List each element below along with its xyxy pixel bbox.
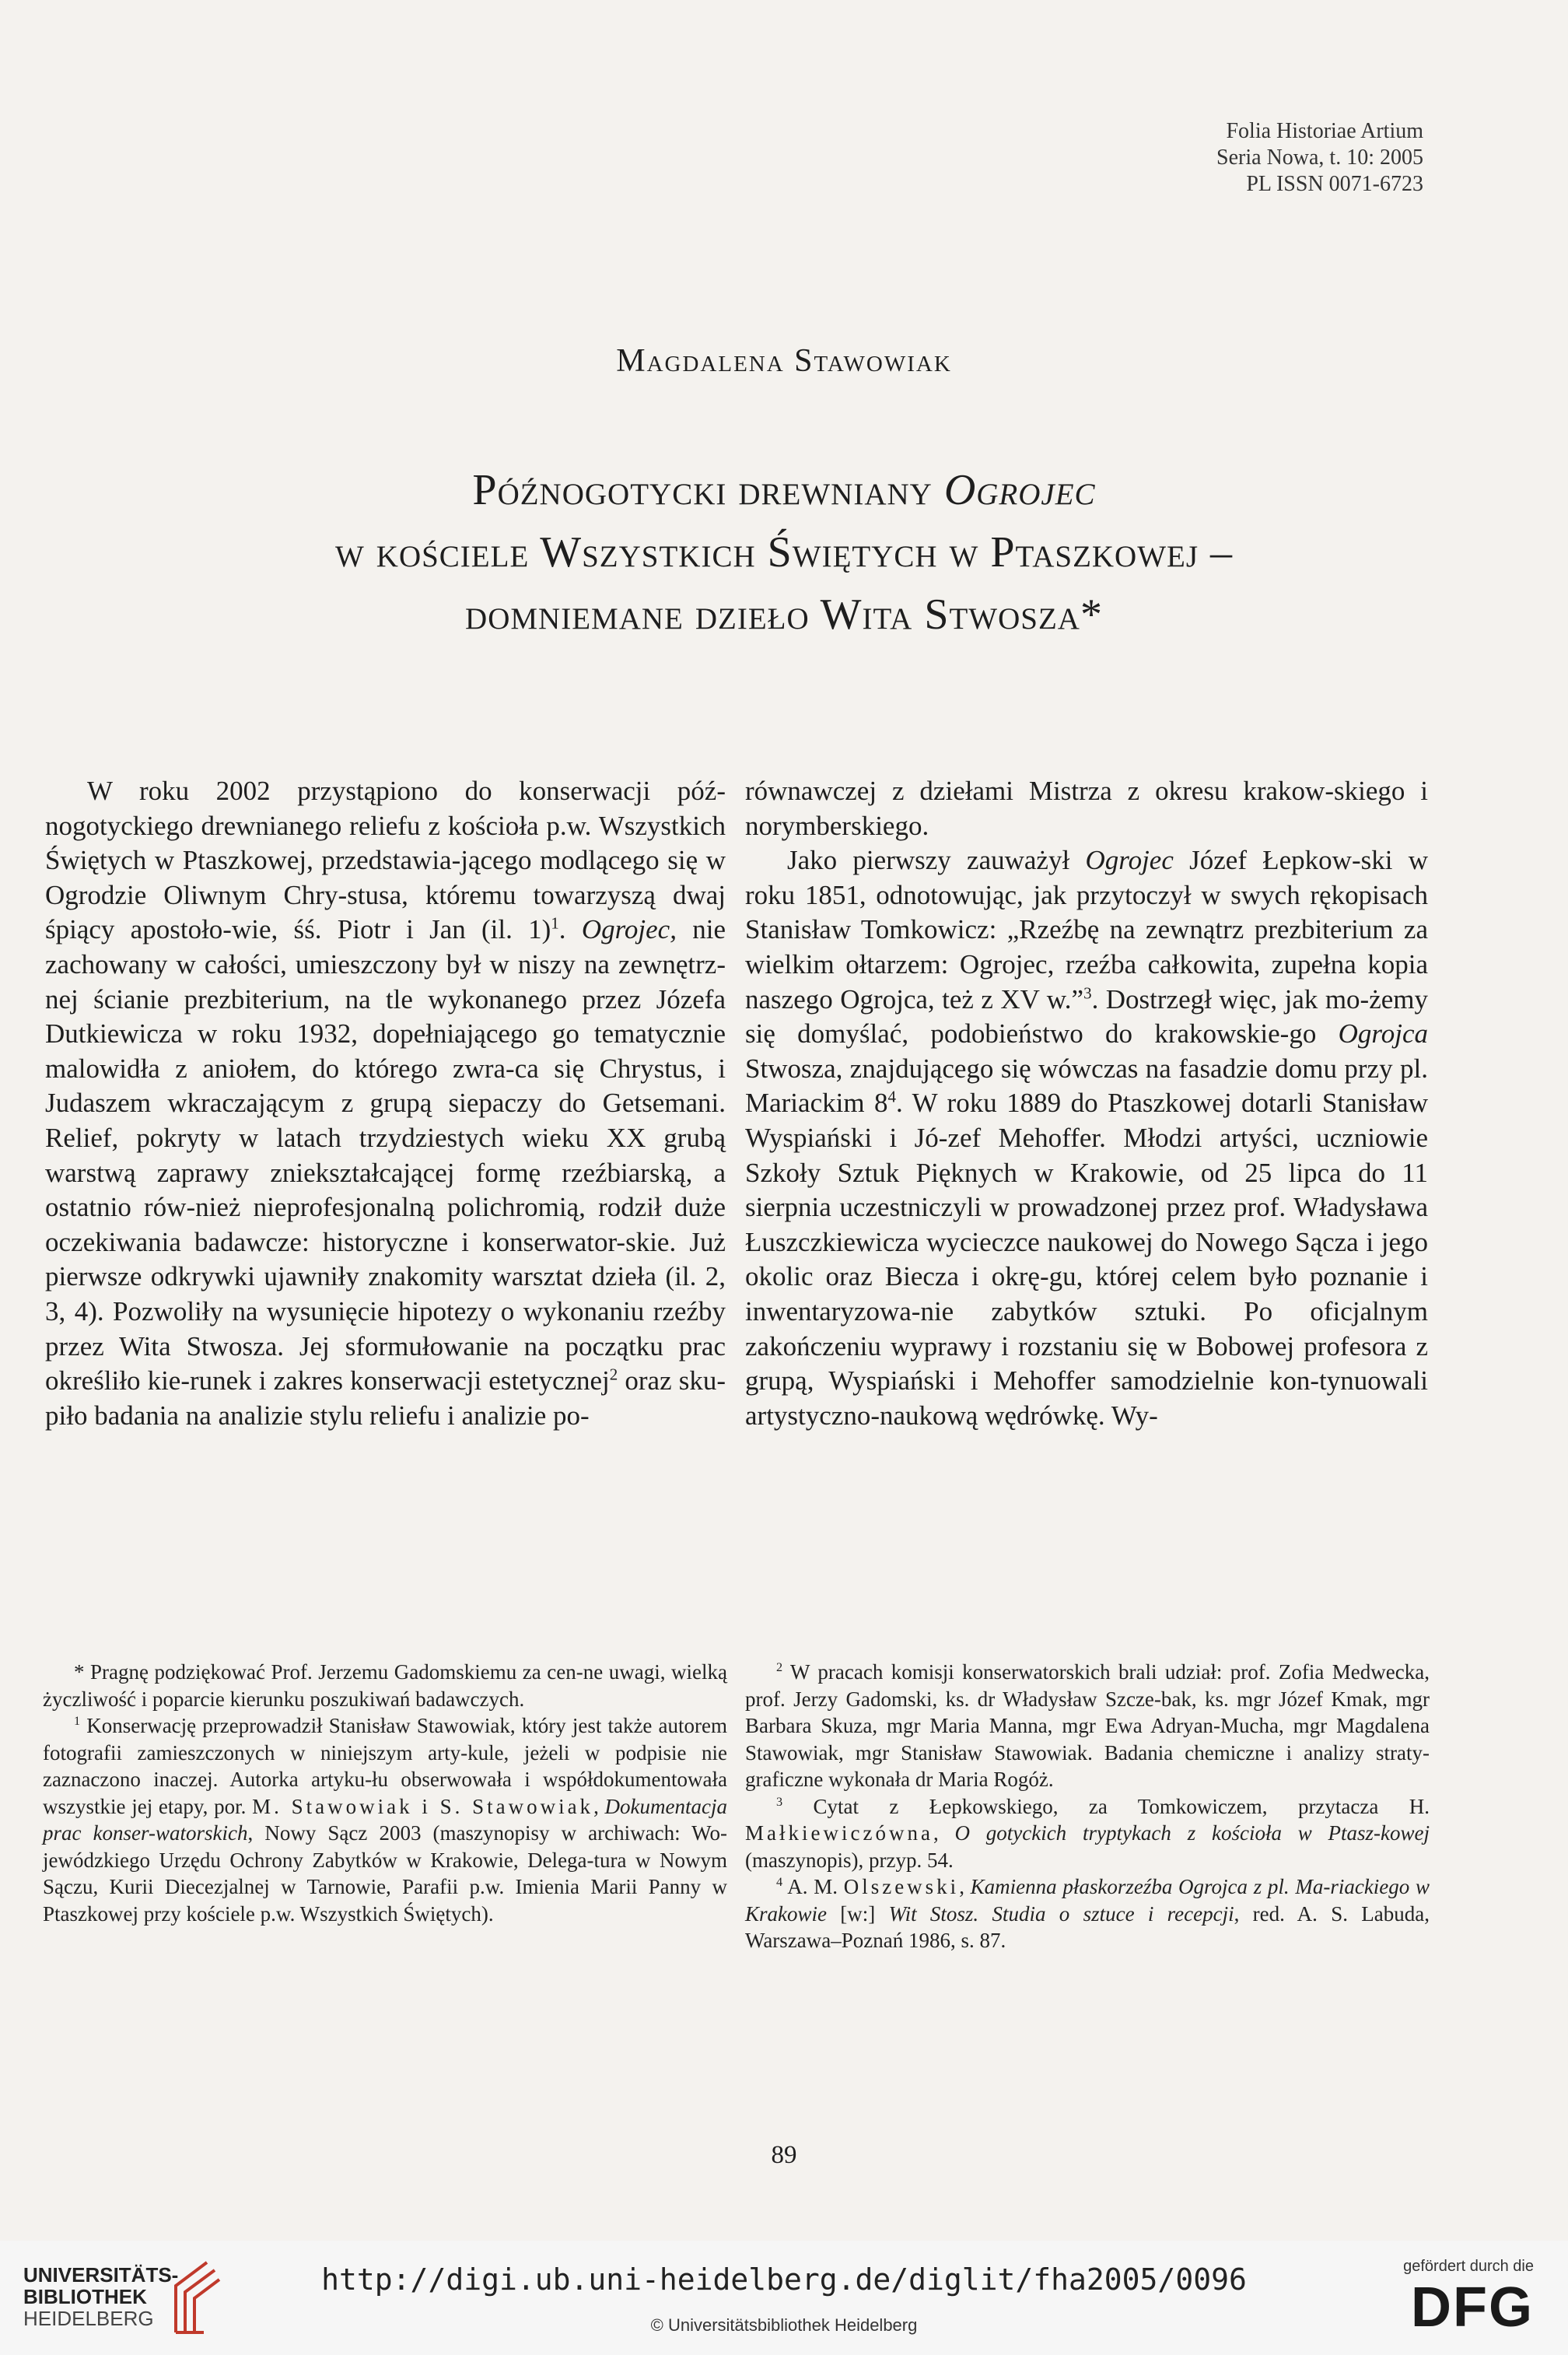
journal-info: [1216, 118, 1423, 198]
footnote-ref-2[interactable]: 2: [609, 1365, 618, 1384]
body-paragraph: [745, 843, 1428, 1433]
body-paragraph: [45, 774, 726, 1433]
article-author: Magdalena Stawowiak: [616, 343, 952, 379]
footnotes-left: [43, 1659, 727, 1927]
text-run: Józef Łepkow-ski w roku 1851, odnotowując, jak przytoczył w swych rękopisach Stanisław Tomkowicz: „Rzeźbę na zewnątrz prezbiterium za wielkim ołtarzem: Ogrojec, rzeźba całkowita, zupełna kopia naszego Ogrojca, też z XV w.”: [745, 845, 1429, 1015]
spaced-author: Olszewski: [843, 1875, 960, 1898]
italic-run: O gotyckich tryptykach z kościoła w Ptasz-kowej: [954, 1821, 1430, 1845]
text-run: Cytat z Łepkowskiego, za Tomkowiczem, przytacza H.: [782, 1794, 1430, 1818]
text-run: [w:]: [827, 1901, 889, 1926]
spaced-author: M. Stawowiak i S. Stawowiak: [252, 1794, 594, 1818]
text-run: oraz sku-piło badania na analizie stylu reliefu i analizie po-: [45, 1365, 726, 1431]
text-run: W pracach komisji konserwatorskich brali udział: prof. Zofia Medwecka, prof. Jerzy Gadomski, ks. dr Władysław Szcze-bak, ks. mgr Józef Kmak, mgr Barbara Skuza, mgr Maria Manna, mgr Ewa Adryan-Mucha, mgr Magdalena Stawowiak, mgr Stanisław Stawowiak. Badania chemiczne i analizy straty-graficzne wykonała dr Maria Rogóż.: [745, 1660, 1430, 1791]
text-run: (maszynopis), przyp. 54.: [745, 1848, 954, 1872]
text-run: ,: [593, 1794, 605, 1818]
journal-volume: Seria Nowa, t. 10: 2005: [1216, 145, 1423, 170]
italic-run: Ogrojec: [1085, 845, 1174, 876]
footnote-number: 4: [776, 1875, 783, 1889]
text-run: Stwosza, znajdującego się wówczas na fasadzie domu przy pl. Mariackim 8: [745, 1053, 1428, 1119]
title-line-1-text: Późnogotycki drewniany: [472, 466, 944, 514]
title-line-3: domniemane dzieło Wita Stwosza*: [465, 591, 1103, 639]
footnote-number: 1: [74, 1714, 81, 1728]
italic-run: Ogrojec,: [581, 914, 677, 945]
journal-issn: PL ISSN 0071-6723: [1246, 172, 1423, 196]
copyright-notice: © Universitätsbibliothek Heidelberg: [650, 2315, 918, 2335]
viewer-footer: [0, 2241, 1568, 2355]
article-title: [0, 459, 1568, 646]
footnote-number: 2: [776, 1660, 783, 1674]
body-column-right: [745, 774, 1428, 1433]
text-run: nie zachowany w całości, umieszczony był w niszy na zewnętrz-nej ścianie prezbiterium, na tle wykonanego przez Józefa Dutkiewicza w roku 1932, dopełniającego go tematycznie malowidła z aniołem, do którego zwra-ca się Chrystus, i Judaszem wkraczającym z grupą siepaczy do Getsemani. Relief, pokryty w latach trzydziestych wieku XX grubą warstwą zaprawy zniekształcającej formę rzeźbiarską, a ostatnio rów-nież nieprofesjonalną polichromią, rodził duże oczekiwania badawcze: historyczne i konserwator-skie. Już pierwsze odkrywki ujawniły znakomity warsztat dzieła (il. 2, 3, 4). Pozwoliły na wysunięcie hipotezy o wykonaniu rzeźby przez Wita Stwosza. Jej sformułowanie na początku prac określiło kie-runek i zakres konserwacji estetycznej: [45, 914, 726, 1397]
permalink-url[interactable]: http://digi.ub.uni-heidelberg.de/diglit/fha2005/0096: [321, 2262, 1247, 2297]
text-run: , Nowy Sącz 2003 (maszynopisy w archiwach: Wo-jewódzkiego Urzędu Ochrony Zabytków w Krakowie, Delega-tura w Nowym Sączu, Kurii Diecezjalnej w Tarnowie, Parafii p.w. Imienia Marii Panny w Ptaszkowej przy kościele p.w. Wszystkich Świętych).: [43, 1821, 727, 1926]
text-run: Jako pierwszy zauważył: [787, 845, 1086, 876]
footnote-ref-3[interactable]: 3: [1083, 983, 1092, 1002]
logo-text-line: UNIVERSITÄTS-: [23, 2263, 179, 2287]
body-paragraph: równawczej z dziełami Mistrza z okresu krakow-skiego i norymberskiego.: [745, 776, 1428, 841]
title-line-1: [0, 459, 1568, 521]
text-run: , red. A. S. Labuda, Warszawa–Poznań 1986, s. 87.: [745, 1901, 1430, 1952]
footnote-ref-4[interactable]: 4: [887, 1087, 897, 1106]
italic-run: Wit Stosz. Studia o sztuce i recepcji: [888, 1901, 1234, 1926]
text-run: . W roku 1889 do Ptaszkowej dotarli Stanisław Wyspiański i Jó-zef Mehoffer. Młodzi artyści, uczniowie Szkoły Sztuk Pięknych w Krakowie, od 25 lipca do 11 sierpnia uczestniczyli w prowadzonej przez prof. Władysława Łuszczkiewicza wycieczce naukowej do Nowego Sącza i jego okolic oraz Biecza i okrę-gu, której celem było poznanie i inwentaryzowa-nie zabytków sztuki. Po oficjalnym zakończeniu wyprawy i rozstaniu się w Bobowej profesora z grupą, Wyspiański i Mehoffer samodzielnie kon-tynuowali artystyczno-naukową wędrówkę. Wy-: [745, 1088, 1428, 1431]
text-run: ,: [933, 1821, 955, 1845]
text-run: A. M.: [782, 1875, 844, 1898]
title-line-2: w kościele Wszystkich Świętych w Ptaszkowej –: [334, 528, 1234, 576]
footnote-number: 3: [776, 1794, 783, 1809]
text-run: ,: [959, 1875, 971, 1898]
journal-name: Folia Historiae Artium: [1226, 119, 1423, 143]
text-run: .: [558, 914, 582, 945]
text-run: . Dostrzegł więc, jak mo-żemy się domyślać, podobieństwo do krakowskie-go: [745, 983, 1428, 1050]
body-column-left: [45, 774, 726, 1433]
footnote-4: [745, 1873, 1430, 1954]
italic-run: Kamienna płaskorzeźba Ogrojca z pl. Ma-riackiego w Krakowie: [745, 1875, 1430, 1926]
logo-text-line: HEIDELBERG: [23, 2307, 154, 2330]
page-number: 89: [771, 2141, 797, 2169]
footnotes-right: [745, 1659, 1430, 1954]
dfg-logo[interactable]: DFG: [1411, 2276, 1534, 2339]
footnote-star: * Pragnę podziękować Prof. Jerzemu Gadomskiemu za cen-ne uwagi, wielką życzliwość i poparcie kierunku poszukiwań badawczych.: [43, 1660, 727, 1711]
footnote-ref-1[interactable]: 1: [551, 913, 559, 933]
spaced-author: Małkiewiczówna: [745, 1821, 933, 1845]
italic-run: Dokumentacja prac konser-watorskich: [43, 1794, 727, 1845]
text-run: Konserwację przeprowadził Stanisław Stawowiak, który jest także autorem fotografii zamieszczonych w niniejszym arty-kule, jeżeli w podpisie nie zaznaczono inaczej. Autorka artyku-łu obserwowała i współdokumentowała wszystkie jej etapy, por.: [43, 1714, 727, 1818]
logo-text-line: BIBLIOTHEK: [23, 2285, 147, 2308]
funding-note: gefördert durch die: [1403, 2258, 1534, 2275]
footnote-2: [745, 1659, 1430, 1793]
footnote-1: [43, 1712, 727, 1927]
footnote-3: [745, 1793, 1430, 1874]
title-line-1-italic: Ogrojec: [943, 466, 1096, 514]
text-run: W roku 2002 przystąpiono do konserwacji póź-nogotyckiego drewnianego reliefu z kościoła p.w. Wszystkich Świętych w Ptaszkowej, przedstawia-jącego modlącego się w Ogrodzie Oliwnym Chry-stusa, któremu towarzyszą dwaj śpiący apostoło-wie, śś. Piotr i Jan (il. 1): [45, 776, 726, 945]
italic-run: Ogrojca: [1338, 1018, 1428, 1050]
